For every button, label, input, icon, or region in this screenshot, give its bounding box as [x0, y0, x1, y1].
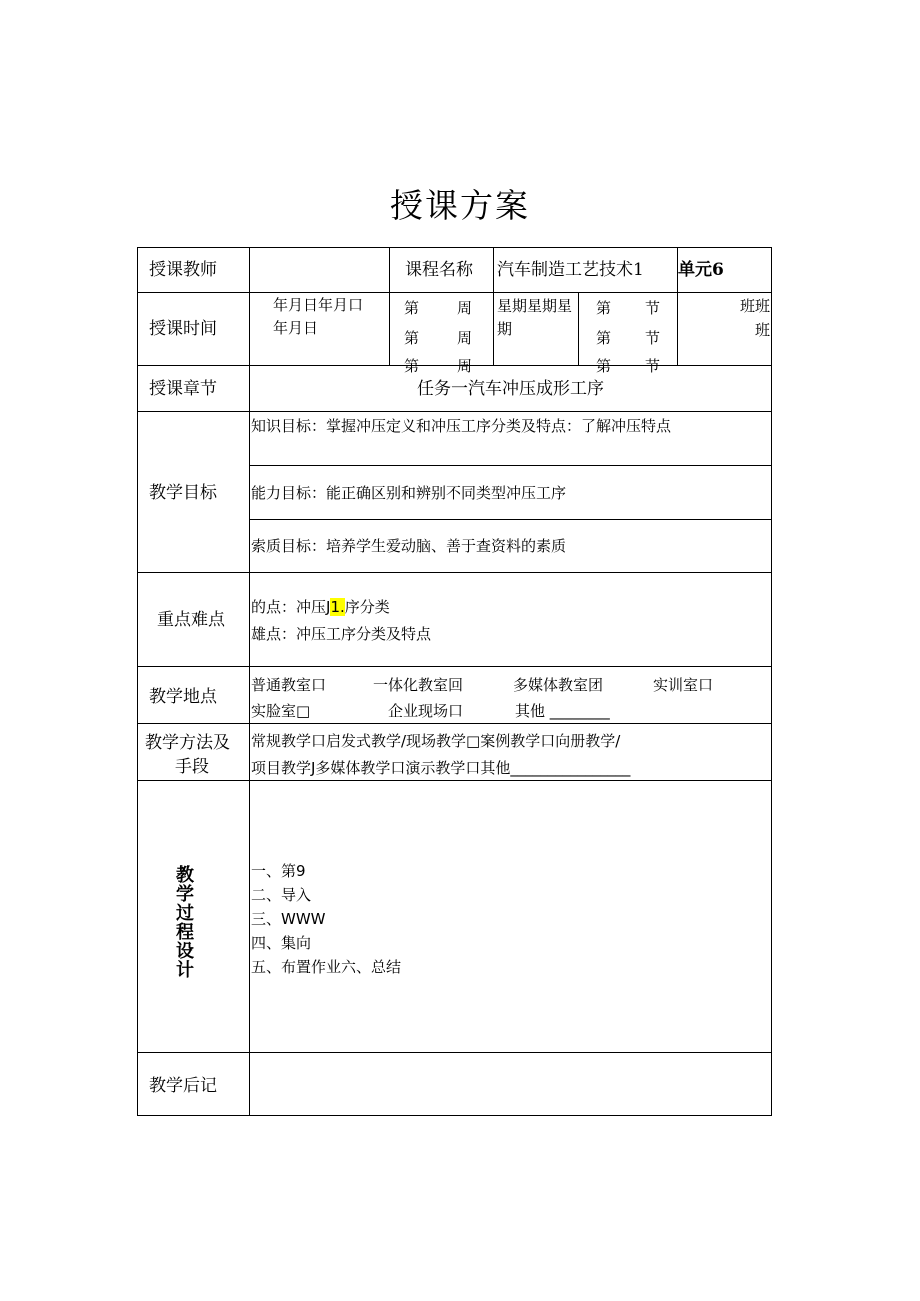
table-border-right — [771, 247, 772, 1116]
course-unit-value: 单元6 — [678, 260, 724, 280]
location-option: 实脸室□ — [251, 702, 311, 720]
teacher-label: 授课教师 — [149, 260, 217, 280]
week-cell — [390, 293, 493, 375]
methods-line-2: 项目教学J多媒体教学口演示教学口其他________________ — [251, 759, 631, 777]
table-border-left — [137, 247, 138, 1116]
process-item: 二、导入 — [251, 886, 312, 904]
week-prefix: 第 — [404, 357, 420, 375]
process-label: 教学过程设计 — [176, 865, 194, 981]
key-point-text: 的点：冲压J — [251, 598, 331, 616]
row-divider — [137, 780, 772, 781]
methods-line-1: 常规教学口启发式教学/现场教学□案例教学口向册教学/ — [251, 732, 621, 750]
chapter-label: 授课章节 — [149, 379, 217, 399]
dates-line-2: 年月日 — [273, 319, 319, 337]
course-name-label: 课程名称 — [405, 260, 473, 280]
methods-label-line-1: 教学方法及 — [145, 733, 230, 753]
class-line-2: 班 — [755, 321, 771, 339]
week-suffix: 周 — [457, 299, 473, 317]
process-list — [251, 862, 401, 982]
knowledge-goal: 知识目标：掌握冲压定义和冲压工序分类及特点：了解冲压特点 — [251, 417, 672, 435]
class-line-1: 班班 — [740, 297, 771, 315]
page-title: 授课方案 — [390, 186, 530, 225]
course-name-value: 汽车制造工艺技术1 — [497, 260, 644, 280]
week-prefix: 第 — [404, 299, 420, 317]
section-prefix: 第 — [596, 329, 612, 347]
row-divider — [137, 723, 772, 724]
section-prefix: 第 — [596, 357, 612, 375]
methods-label-line-2: 手段 — [175, 757, 209, 777]
process-item: 一、第9 — [251, 862, 306, 880]
label-column-divider — [249, 247, 250, 1116]
time-label: 授课时间 — [149, 319, 217, 339]
location-option: 普通教室口 — [251, 676, 327, 694]
quality-goal: 索质目标：培养学生爱动脑、善于查资料的素质 — [251, 537, 567, 555]
key-points-label: 重点难点 — [157, 610, 225, 630]
location-option: 其他 ________ — [515, 702, 610, 720]
location-option: 企业现场口 — [388, 702, 464, 720]
table-border-bottom — [137, 1115, 772, 1116]
row-divider — [137, 1052, 772, 1053]
column-divider — [493, 247, 494, 366]
weekday-line-1: 星期星期星 — [497, 297, 573, 315]
process-item: 三、WWW — [251, 910, 326, 928]
section-suffix: 节 — [645, 329, 661, 347]
goals-label: 教学目标 — [149, 483, 217, 503]
difficult-point-line: 雄点：冲压工序分类及特点 — [251, 625, 432, 643]
row-divider — [137, 666, 772, 667]
weekday-line-2: 期 — [497, 320, 513, 338]
notes-label: 教学后记 — [149, 1076, 217, 1096]
goal-divider — [250, 519, 772, 520]
goal-divider — [250, 465, 772, 466]
section-cell — [579, 293, 677, 375]
highlighted-text: 1. — [330, 598, 345, 616]
location-option: 一体化教室回 — [373, 676, 464, 694]
section-suffix: 节 — [645, 299, 661, 317]
key-point-line-1 — [251, 600, 390, 615]
week-suffix: 周 — [457, 357, 473, 375]
location-option: 实训室口 — [653, 676, 714, 694]
location-option: 多媒体教室团 — [513, 676, 604, 694]
process-item: 五、布置作业六、总结 — [251, 958, 402, 976]
key-point-text: 序分类 — [344, 598, 390, 616]
process-item: 四、集向 — [251, 934, 312, 952]
ability-goal: 能力目标：能正确区别和辨别不同类型冲压工序 — [251, 484, 567, 502]
dates-line-1: 年月日年月口 — [273, 296, 364, 314]
week-prefix: 第 — [404, 329, 420, 347]
row-divider — [137, 572, 772, 573]
section-prefix: 第 — [596, 299, 612, 317]
week-suffix: 周 — [457, 329, 473, 347]
location-label: 教学地点 — [149, 687, 217, 707]
chapter-value: 任务一汽车冲压成形工序 — [417, 379, 604, 399]
section-suffix: 节 — [645, 357, 661, 375]
row-divider — [137, 411, 772, 412]
